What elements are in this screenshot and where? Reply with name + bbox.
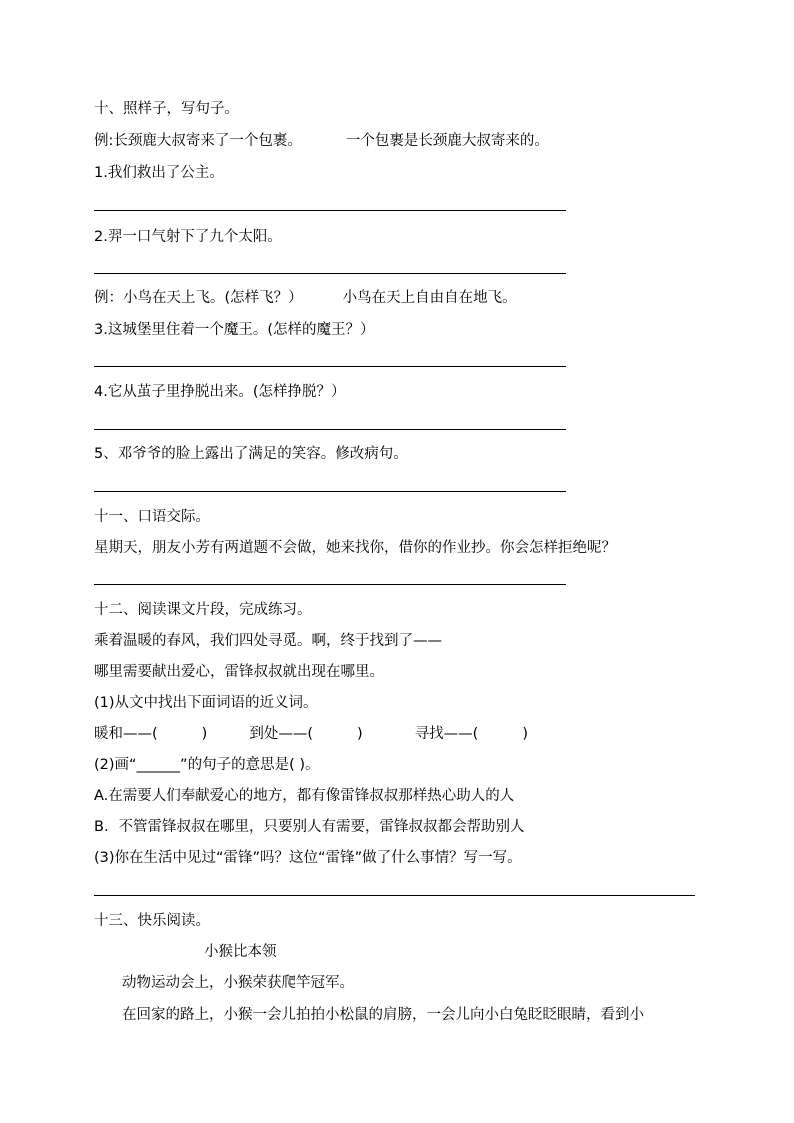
option-b: B．不管雷锋叔叔在哪里，只要别人有需要，雷锋叔叔都会帮助别人 — [94, 819, 525, 835]
passage-line-1: 乘着温暖的春风，我们四处寻觅。啊，终于找到了—— — [94, 633, 442, 649]
story-paragraph-1: 动物运动会上，小猴荣获爬竿冠军。 — [122, 975, 354, 991]
synonym-word-1: 暖和——( — [94, 726, 158, 742]
answer-line-11[interactable] — [94, 584, 566, 585]
answer-line-12-3[interactable] — [94, 895, 695, 896]
question-10-5: 5、邓爷爷的脸上露出了满足的笑容。修改病句。 — [94, 446, 408, 462]
example-1-original: 例:长颈鹿大叔寄来了一个包裹。 — [94, 133, 302, 149]
example-2 — [94, 288, 517, 308]
synonym-row — [94, 724, 528, 744]
answer-line-10-2[interactable] — [94, 273, 566, 274]
synonym-close-1: ) — [201, 726, 208, 742]
question-10-1: 1.我们救出了公主。 — [94, 165, 224, 181]
synonym-word-3: 寻找——( — [414, 726, 479, 742]
section-11-prompt: 星期天，朋友小芳有两道题不会做，她来找你，借你的作业抄。你会怎样拒绝呢？ — [94, 540, 616, 556]
section-12-heading: 十二、阅读课文片段，完成练习。 — [94, 602, 312, 618]
section-13-heading: 十三、快乐阅读。 — [94, 913, 210, 929]
synonym-close-3: ) — [522, 726, 529, 742]
example-1 — [94, 131, 549, 151]
passage-line-2: 哪里需要献出爱心，雷锋叔叔就出现在哪里。 — [94, 664, 384, 680]
example-1-rewritten: 一个包裹是长颈鹿大叔寄来的。 — [345, 133, 549, 149]
section-11-heading: 十一、口语交际。 — [94, 509, 210, 525]
option-a: A.在需要人们奉献爱心的地方，都有像雷锋叔叔那样热心助人的人 — [94, 788, 515, 804]
question-12-1: (1)从文中找出下面词语的近义词。 — [94, 695, 318, 711]
example-2-original: 例：小鸟在天上飞。(怎样飞？） — [94, 290, 303, 306]
answer-line-10-4[interactable] — [94, 429, 566, 430]
answer-line-10-5[interactable] — [94, 491, 566, 492]
question-12-3: (3)你在生活中见过“雷锋”吗？这位“雷锋”做了什么事情？写一写。 — [94, 850, 522, 866]
example-2-rewritten: 小鸟在天上自由自在地飞。 — [342, 290, 517, 306]
synonym-word-2: 到处——( — [249, 726, 314, 742]
answer-line-10-3[interactable] — [94, 366, 566, 367]
question-12-2: (2)画“______”的句子的意思是( )。 — [94, 757, 320, 773]
story-title: 小猴比本领 — [204, 944, 277, 960]
question-10-2: 2.羿一口气射下了九个太阳。 — [94, 229, 282, 245]
section-10-heading: 十、照样子，写句子。 — [94, 101, 239, 117]
question-10-3: 3.这城堡里住着一个魔王。(怎样的魔王？） — [94, 322, 375, 338]
synonym-close-2: ) — [357, 726, 363, 742]
story-paragraph-2: 在回家的路上，小猴一会儿拍拍小松鼠的肩膀，一会儿向小白兔眨眨眼睛，看到小 — [122, 1007, 644, 1023]
answer-line-10-1[interactable] — [94, 210, 566, 211]
question-10-4: 4.它从茧子里挣脱出来。(怎样挣脱？） — [94, 384, 346, 400]
